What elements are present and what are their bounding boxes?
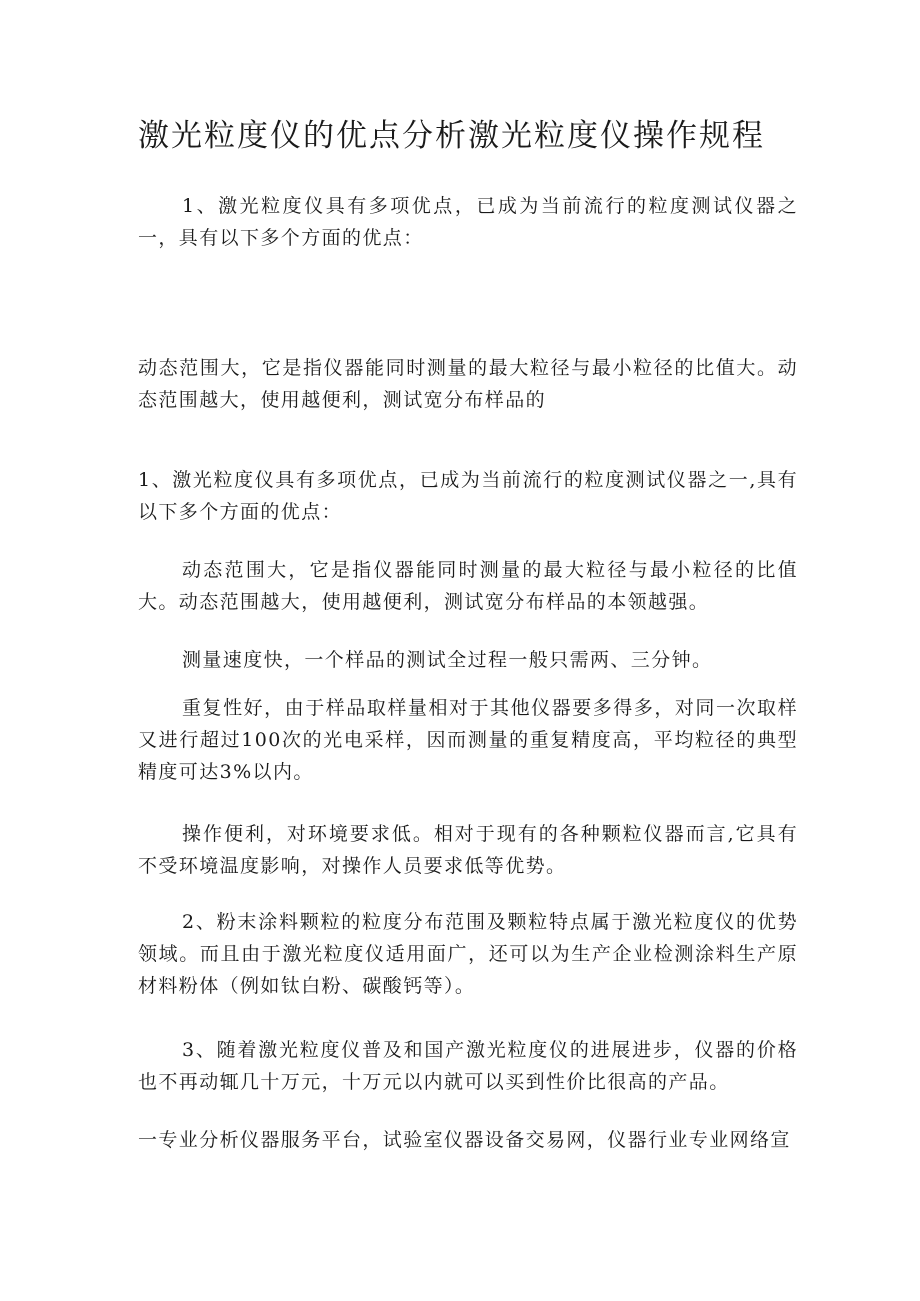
paragraph-powder-coating: 2、粉末涂料颗粒的粒度分布范围及颗粒特点属于激光粒度仪的优势领域。而且由于激光粒度仪适用面广，还可以为生产企业检测涂料生产原材料粉体（例如钛白粉、碳酸钙等）。 [138, 911, 798, 997]
paragraph-repeatability: 重复性好，由于样品取样量相对于其他仪器要多得多，对同一次取样又进行超过100次的光电采样，因而测量的重复精度高，平均粒径的典型精度可达3%以内。 [138, 697, 798, 783]
paragraph-dynamic-range-fragment: 动态范围大，它是指仪器能同时测量的最大粒径与最小粒径的比值大。动态范围越大，使用越便利，测试宽分布样品的 [138, 357, 798, 411]
paragraph-speed: 测量速度快，一个样品的测试全过程一般只需两、三分钟。 [182, 649, 713, 671]
paragraph-price: 3、随着激光粒度仪普及和国产激光粒度仪的进展进步，仪器的价格也不再动辄几十万元，十万元以内就可以买到性价比很高的产品。 [138, 1039, 798, 1093]
paragraph-platform: 一专业分析仪器服务平台，试验室仪器设备交易网，仪器行业专业网络宣 [138, 1129, 791, 1151]
paragraph-dynamic-range: 动态范围大，它是指仪器能同时测量的最大粒径与最小粒径的比值大。动态范围越大，使用越便利，测试宽分布样品的本领越强。 [138, 559, 798, 613]
paragraph-convenience: 操作便利，对环境要求低。相对于现有的各种颗粒仪器而言,它具有不受环境温度影响，对操作人员要求低等优势。 [138, 823, 798, 877]
paragraph-intro: 1、激光粒度仪具有多项优点，已成为当前流行的粒度测试仪器之一，具有以下多个方面的优点： [138, 195, 798, 249]
document-title: 激光粒度仪的优点分析激光粒度仪操作规程 [138, 118, 765, 154]
paragraph-intro-repeat: 1、激光粒度仪具有多项优点，已成为当前流行的粒度测试仪器之一,具有以下多个方面的优点： [138, 469, 798, 523]
